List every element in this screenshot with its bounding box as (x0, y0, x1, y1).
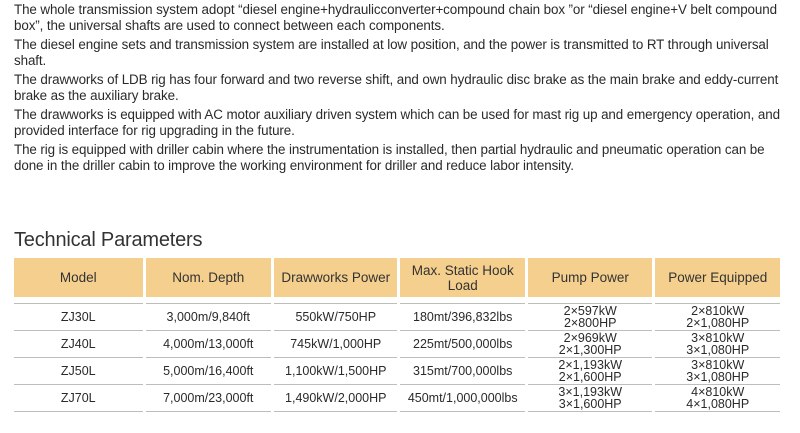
cell-hook-load: 315mt/700,000lbs (400, 357, 524, 384)
technical-parameters-table (11, 258, 783, 412)
cell-power-kw: 4×810kW (691, 385, 745, 399)
cell-drawworks: 745kW/1,000HP (274, 330, 397, 357)
cell-pump-hp: 2×1,600HP (558, 370, 622, 384)
header-power-equipped: Power Equipped (655, 258, 780, 303)
cell-depth: 5,000m/16,400ft (146, 357, 272, 384)
cell-power (655, 330, 780, 357)
cell-pump-hp: 3×1,600HP (558, 397, 622, 411)
header-pump-power: Pump Power (528, 258, 652, 303)
cell-power-hp: 2×1,080HP (686, 316, 750, 330)
header-max-static-hook-load: Max. Static Hook Load (400, 258, 524, 303)
cell-pump (528, 384, 652, 412)
cell-pump-kw: 3×1,193kW (558, 385, 622, 399)
header-model: Model (14, 258, 143, 303)
cell-model: ZJ70L (14, 384, 143, 412)
cell-hook-load: 225mt/500,000lbs (400, 330, 524, 357)
cell-pump (528, 330, 652, 357)
cell-pump-hp: 2×800HP (563, 316, 617, 330)
cell-depth: 3,000m/9,840ft (146, 303, 272, 330)
table-row (14, 384, 780, 412)
cell-pump-kw: 2×969kW (563, 331, 617, 345)
cell-power (655, 357, 780, 384)
cell-hook-load: 450mt/1,000,000lbs (400, 384, 524, 412)
cell-power-hp: 3×1,080HP (686, 370, 750, 384)
intro-text (14, 2, 790, 177)
table-header-row (14, 258, 780, 303)
cell-pump-kw: 2×1,193kW (558, 358, 622, 372)
table-row (14, 330, 780, 357)
cell-model: ZJ30L (14, 303, 143, 330)
cell-drawworks: 1,100kW/1,500HP (274, 357, 397, 384)
section-title: Technical Parameters (14, 229, 203, 251)
cell-pump (528, 357, 652, 384)
cell-power-hp: 3×1,080HP (686, 343, 750, 357)
cell-power (655, 384, 780, 412)
table-row (14, 303, 780, 330)
cell-power-kw: 3×810kW (691, 358, 745, 372)
cell-power-hp: 4×1,080HP (686, 397, 750, 411)
intro-paragraph: The diesel engine sets and transmission system are installed at low position, and the power is transmitted to RT through universal shaft. (14, 37, 769, 68)
cell-power-kw: 3×810kW (691, 331, 745, 345)
cell-power-kw: 2×810kW (691, 304, 745, 318)
intro-paragraph: The whole transmission system adopt “diesel engine+hydraulicconverter+compound chain box ”or “diesel engine+V belt compound box”, the universal shafts are used to connect between each components. (14, 2, 777, 33)
intro-paragraph: The drawworks is equipped with AC motor auxiliary driven system which can be used for mast rig up and emergency operation, and provided interface for rig upgrading in the future. (14, 107, 780, 138)
intro-paragraph: The rig is equipped with driller cabin where the instrumentation is installed, then partial hydraulic and pneumatic operation can be done in the driller cabin to improve the working environment for driller and reduce labor intensity. (14, 142, 765, 173)
cell-depth: 4,000m/13,000ft (146, 330, 272, 357)
intro-paragraph: The drawworks of LDB rig has four forward and two reverse shift, and own hydraulic disc brake as the main brake and eddy-current brake as the auxiliary brake. (14, 72, 779, 103)
cell-depth: 7,000m/23,000ft (146, 384, 272, 412)
cell-hook-load: 180mt/396,832lbs (400, 303, 524, 330)
cell-model: ZJ40L (14, 330, 143, 357)
cell-pump-hp: 2×1,300HP (558, 343, 622, 357)
cell-pump-kw: 2×597kW (563, 304, 617, 318)
cell-pump (528, 303, 652, 330)
table-row (14, 357, 780, 384)
cell-power (655, 303, 780, 330)
cell-drawworks: 1,490kW/2,000HP (274, 384, 397, 412)
cell-model: ZJ50L (14, 357, 143, 384)
cell-drawworks: 550kW/750HP (274, 303, 397, 330)
header-nom-depth: Nom. Depth (146, 258, 272, 303)
header-drawworks-power: Drawworks Power (274, 258, 397, 303)
